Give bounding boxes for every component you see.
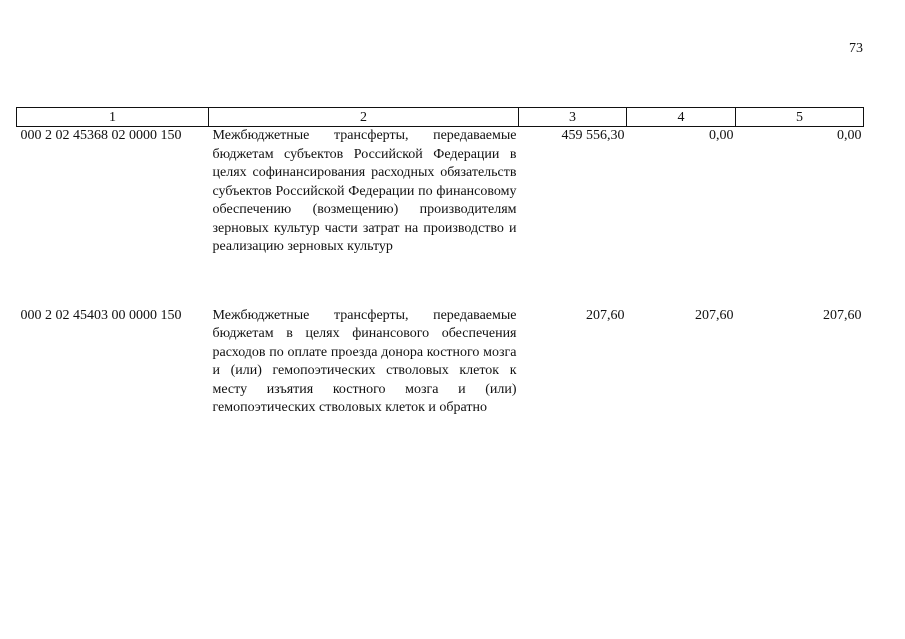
table-row: [17, 307, 864, 418]
row-code: 000 2 02 45368 02 0000 150: [20, 128, 182, 143]
row-value-col-5: 0,00: [837, 128, 862, 143]
row-description: Межбюджетные трансферты, передаваемые бюджетам в целях финансового обеспечения расходов по оплате проезда донора костного мозга и (или) гемопоэтических стволовых клеток к месту изъятия костного мозга и (или) гемопоэтических стволовых клеток и обратно: [212, 307, 517, 415]
row-value-col-3: 207,60: [586, 307, 625, 323]
table-header: [17, 108, 864, 127]
budget-table: [16, 107, 864, 418]
row-value-col-5: 207,60: [823, 307, 862, 323]
row-value-col-4: 207,60: [695, 307, 734, 323]
header-col-3: 3: [519, 108, 627, 127]
header-row: [17, 108, 864, 127]
header-col-2: 2: [209, 108, 519, 127]
page-number: 73: [849, 41, 863, 56]
row-description: Межбюджетные трансферты, передаваемые бюджетам субъектов Российской Федерации в целях софинансирования расходных обязательств субъектов Российской Федерации по финансовому обеспечению (возмещению) производителям зерновых культур части затрат на производство и реализацию зерновых культур: [212, 128, 517, 254]
header-col-1: 1: [17, 108, 209, 127]
table-body: [17, 127, 864, 418]
row-value-col-3: 459 556,30: [561, 128, 625, 143]
row-code: 000 2 02 45403 00 0000 150: [20, 307, 182, 323]
header-col-5: 5: [736, 108, 864, 127]
table-row: [17, 127, 864, 307]
header-col-4: 4: [627, 108, 736, 127]
row-value-col-4: 0,00: [709, 128, 734, 143]
